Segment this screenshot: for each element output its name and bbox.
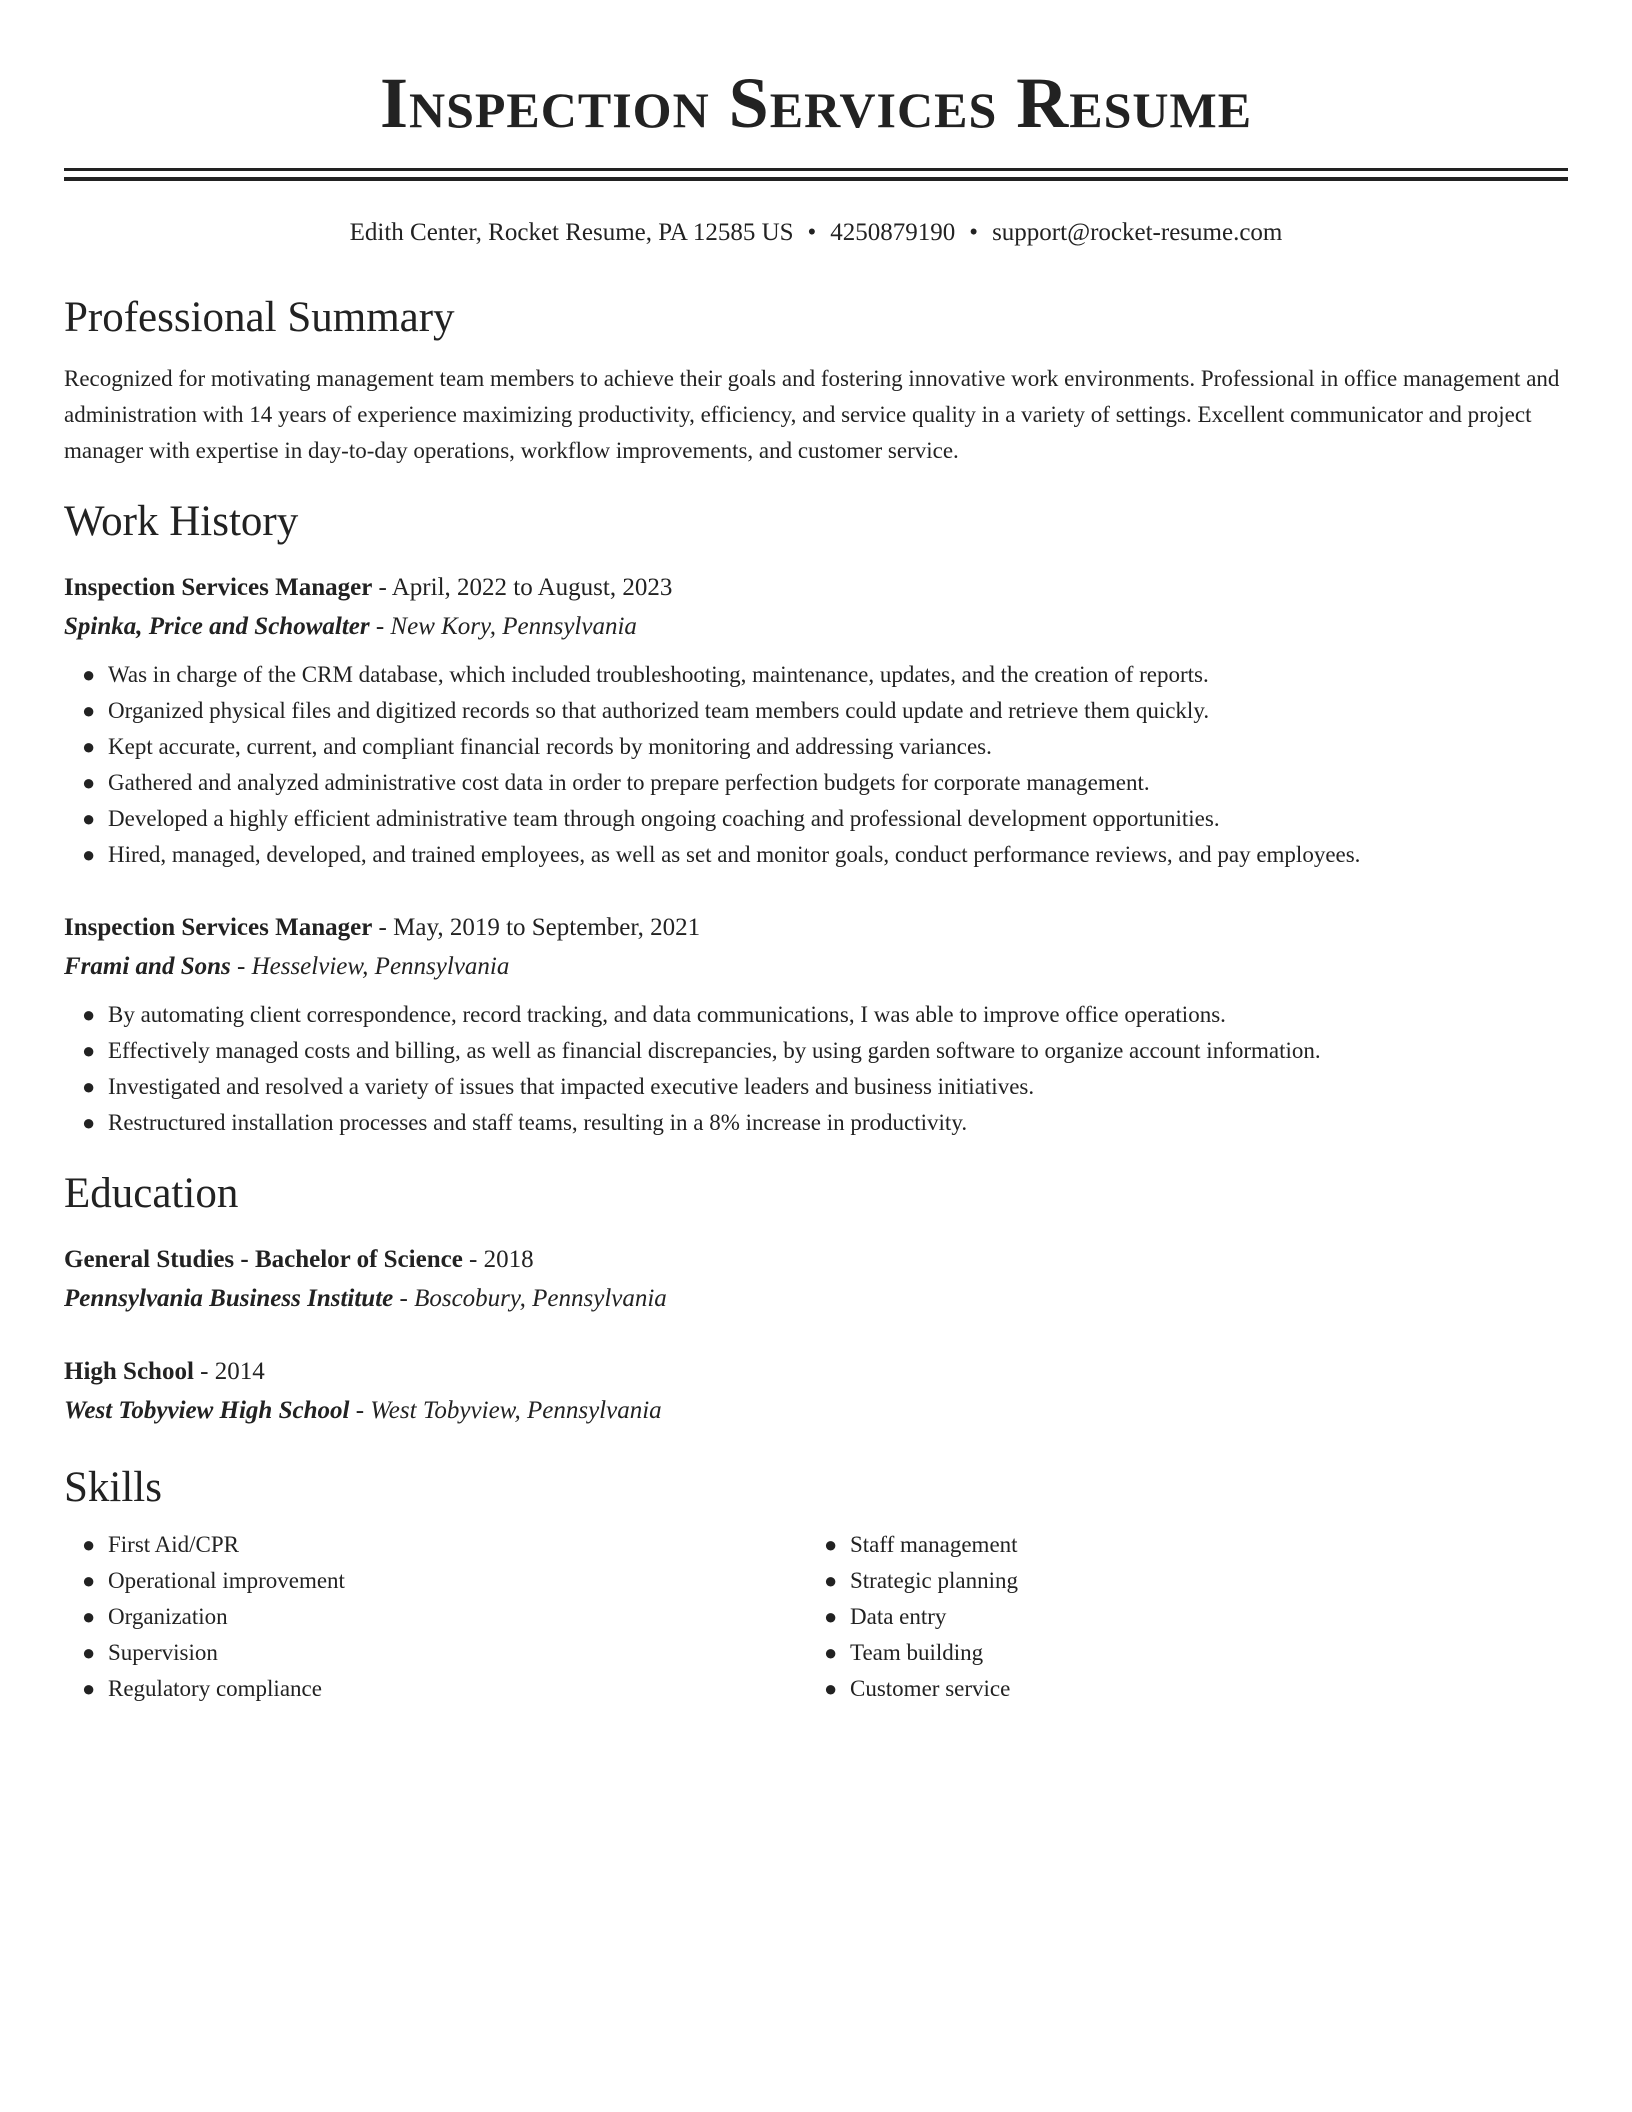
skills-grid <box>64 1527 1568 1707</box>
list-item: ● Organization <box>108 1599 806 1635</box>
job-company: Spinka, Price and Schowalter <box>64 613 370 640</box>
bullet-icon: ● <box>82 1640 96 1665</box>
contact-line <box>64 217 1568 249</box>
bullet-icon: ● <box>824 1640 838 1665</box>
school-location: West Tobyview, Pennsylvania <box>370 1397 662 1424</box>
list-item: ● Hired, managed, developed, and trained employees, as well as set and monitor goals, conduct performance reviews, and pay employees. <box>108 837 1568 873</box>
contact-separator: • <box>807 219 817 246</box>
job-title: Inspection Services Manager <box>64 574 373 601</box>
list-item: ● By automating client correspondence, record tracking, and data communications, I was able to improve office operations. <box>108 997 1568 1033</box>
bullet-icon: ● <box>82 1074 96 1099</box>
bullet-icon: ● <box>82 1002 96 1027</box>
title-divider-top <box>64 168 1568 171</box>
school-line: West Tobyview High School - West Tobyview, Pennsylvania <box>64 1397 662 1424</box>
school-location: Boscobury, Pennsylvania <box>414 1285 667 1312</box>
job-company: Frami and Sons <box>64 953 231 980</box>
bullet-icon: ● <box>82 1110 96 1135</box>
education-heading: Education <box>64 1170 239 1217</box>
list-item: ● Customer service <box>850 1671 1548 1707</box>
job-dates: May, 2019 to September, 2021 <box>393 914 701 941</box>
education-entry-2 <box>64 1353 1568 1431</box>
job-company-line: Frami and Sons - Hesselview, Pennsylvania <box>64 953 510 980</box>
bullet-icon: ● <box>82 1676 96 1701</box>
list-item: ● Kept accurate, current, and compliant financial records by monitoring and addressing variances. <box>108 729 1568 765</box>
list-item: ● Staff management <box>850 1527 1548 1563</box>
degree-year: 2014 <box>214 1358 265 1385</box>
skills-heading: Skills <box>64 1464 162 1511</box>
degree: General Studies - Bachelor of Science <box>64 1246 463 1273</box>
school-name: Pennsylvania Business Institute <box>64 1285 394 1312</box>
bullet-icon: ● <box>82 662 96 687</box>
title-divider-bottom <box>64 177 1568 181</box>
skills-column-right <box>806 1527 1548 1707</box>
degree-year: 2018 <box>483 1246 534 1273</box>
job-title: Inspection Services Manager <box>64 914 373 941</box>
skills-column-left <box>64 1527 806 1707</box>
list-item: ● Developed a highly efficient administrative team through ongoing coaching and professional development opportunities. <box>108 801 1568 837</box>
list-item: ● Regulatory compliance <box>108 1671 806 1707</box>
job-entry-1 <box>64 569 1568 873</box>
bullet-icon: ● <box>82 806 96 831</box>
contact-email: support@rocket-resume.com <box>992 219 1283 246</box>
bullet-icon: ● <box>82 1568 96 1593</box>
bullet-icon: ● <box>824 1604 838 1629</box>
list-item: ● Data entry <box>850 1599 1548 1635</box>
list-item: ● Investigated and resolved a variety of issues that impacted executive leaders and business initiatives. <box>108 1069 1568 1105</box>
list-item: ● Strategic planning <box>850 1563 1548 1599</box>
contact-phone: 4250879190 <box>830 219 956 246</box>
bullet-icon: ● <box>82 1604 96 1629</box>
bullet-icon: ● <box>82 1038 96 1063</box>
list-item: ● First Aid/CPR <box>108 1527 806 1563</box>
school-line: Pennsylvania Business Institute - Boscobury, Pennsylvania <box>64 1285 667 1312</box>
degree-line: General Studies - Bachelor of Science - 2018 <box>64 1246 534 1273</box>
work-history-heading: Work History <box>64 498 299 545</box>
bullet-icon: ● <box>824 1568 838 1593</box>
skills-list-right <box>806 1527 1548 1707</box>
education-entry-1 <box>64 1241 1568 1319</box>
list-item: ● Gathered and analyzed administrative cost data in order to prepare perfection budgets for corporate management. <box>108 765 1568 801</box>
job-dates: April, 2022 to August, 2023 <box>391 574 673 601</box>
bullet-icon: ● <box>824 1676 838 1701</box>
job-company-line: Spinka, Price and Schowalter - New Kory, Pennsylvania <box>64 613 637 640</box>
list-item: ● Organized physical files and digitized records so that authorized team members could update and retrieve them quickly. <box>108 693 1568 729</box>
bullet-icon: ● <box>82 770 96 795</box>
list-item: ● Was in charge of the CRM database, which included troubleshooting, maintenance, updates, and the creation of reports. <box>108 657 1568 693</box>
bullet-icon: ● <box>82 734 96 759</box>
bullet-icon: ● <box>82 698 96 723</box>
bullet-icon: ● <box>82 842 96 867</box>
list-item: ● Restructured installation processes and staff teams, resulting in a 8% increase in productivity. <box>108 1105 1568 1141</box>
skills-list-left <box>64 1527 806 1707</box>
list-item: ● Supervision <box>108 1635 806 1671</box>
school-name: West Tobyview High School <box>64 1397 350 1424</box>
list-item: ● Team building <box>850 1635 1548 1671</box>
bullet-icon: ● <box>82 1532 96 1557</box>
list-item: ● Effectively managed costs and billing, as well as financial discrepancies, by using garden software to organize account information. <box>108 1033 1568 1069</box>
degree: High School <box>64 1358 194 1385</box>
job-bullets <box>64 657 1568 873</box>
job-bullets <box>64 997 1568 1141</box>
job-title-line: Inspection Services Manager - May, 2019 to September, 2021 <box>64 914 701 941</box>
summary-heading: Professional Summary <box>64 294 455 341</box>
job-title-line: Inspection Services Manager - April, 2022 to August, 2023 <box>64 574 673 601</box>
job-entry-2 <box>64 909 1568 1141</box>
contact-address: Edith Center, Rocket Resume, PA 12585 US <box>349 219 794 246</box>
job-location: Hesselview, Pennsylvania <box>251 953 510 980</box>
bullet-icon: ● <box>824 1532 838 1557</box>
list-item: ● Operational improvement <box>108 1563 806 1599</box>
summary-text: Recognized for motivating management team members to achieve their goals and fostering innovative work environments. Professional in office management and administration with 14 years of experience maximizing productivity, efficiency, and service quality in a variety of settings. Excellent communicator and project manager with expertise in day-to-day operations, workflow improvements, and customer service. <box>64 366 1560 463</box>
page-title: Inspection Services Resume <box>379 63 1253 143</box>
contact-separator: • <box>969 219 979 246</box>
job-location: New Kory, Pennsylvania <box>390 613 637 640</box>
degree-line: High School - 2014 <box>64 1358 265 1385</box>
